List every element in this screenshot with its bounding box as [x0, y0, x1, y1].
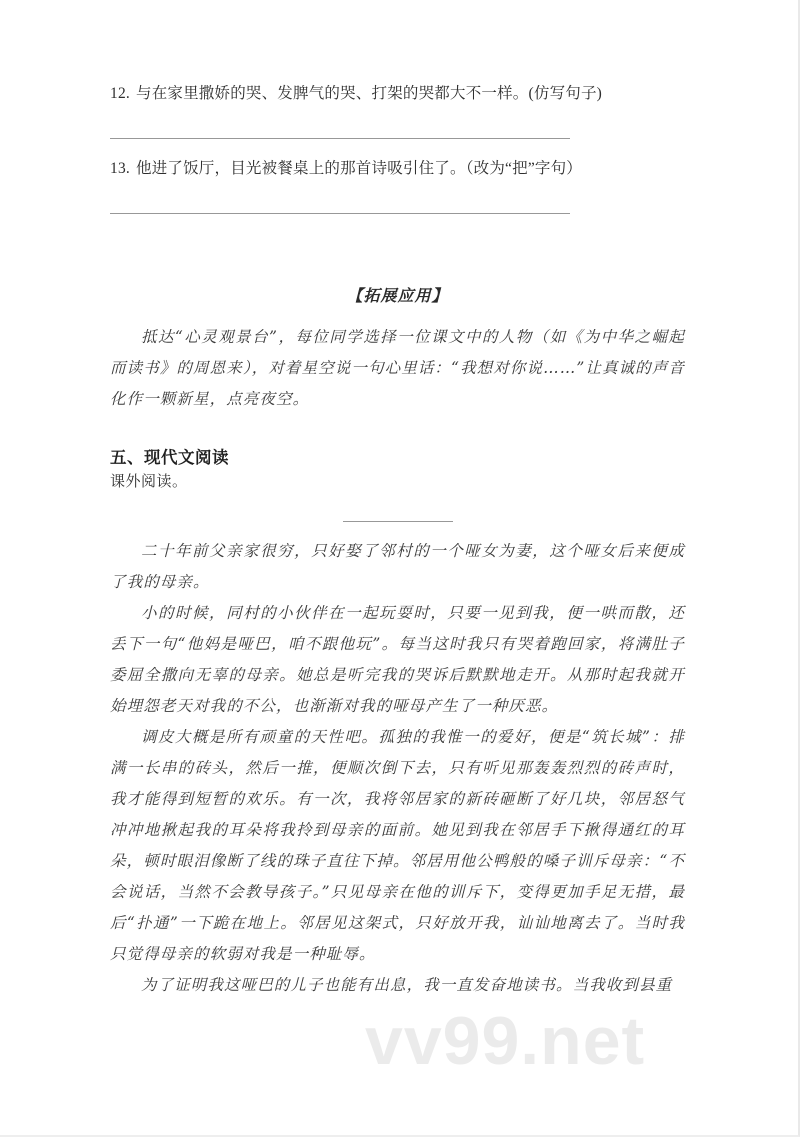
extension-paragraph: 抵达“心灵观景台”，每位同学选择一位课文中的人物（如《为中华之崛起而读书》的周恩来），对着星空说一句心里话：“我想对你说……”让真诚的声音化作一颗新星，点亮夜空。	[110, 328, 685, 408]
question-13-answer-rule[interactable]	[110, 213, 570, 214]
article-title-rule[interactable]	[343, 521, 453, 522]
question-12-line	[110, 82, 602, 106]
passage-paragraph-1: 二十年前父亲家很穷，只好娶了邻村的一个哑女为妻，这个哑女后来便成了我的母亲。	[110, 542, 685, 591]
reading-section-subheading: 课外阅读。	[110, 474, 188, 490]
question-12	[110, 82, 602, 106]
question-12-text: 与在家里撒娇的哭、发脾气的哭、打架的哭都大不一样。(仿写句子)	[136, 85, 603, 102]
reading-section-heading: 五、现代文阅读	[110, 449, 229, 467]
extension-banner: 【拓展应用】	[346, 286, 449, 305]
question-12-answer-rule[interactable]	[110, 138, 570, 139]
question-13	[110, 157, 582, 181]
passage-paragraph-2: 小的时候，同村的小伙伴在一起玩耍时，只要一见到我，便一哄而散，还丢下一句“他妈是哑巴，咱不跟他玩”。每当这时我只有哭着跑回家，将满肚子委屈全撒向无辜的母亲。她总是听完我的哭诉后默默地走开。从那时起我就开始埋怨老天对我的不公，也渐渐对我的哑母产生了一种厌恶。	[110, 604, 685, 715]
question-13-line	[110, 157, 582, 181]
site-watermark: vv99.net	[365, 1003, 646, 1079]
question-12-number: 12.	[110, 85, 130, 102]
passage-paragraph-4: 为了证明我这哑巴的儿子也能有出息，我一直发奋地读书。当我收到县重	[141, 976, 673, 994]
question-13-number: 13.	[110, 160, 130, 177]
passage-paragraph-3: 调皮大概是所有顽童的天性吧。孤独的我惟一的爱好，便是“筑长城”：排满一长串的砖头，然后一推，便顺次倒下去，只有听见那轰轰烈烈的砖声时，我才能得到短暂的欢乐。有一次，我将邻居家的新砖砸断了好几块，邻居怒气冲冲地揪起我的耳朵将我拎到母亲的面前。她见到我在邻居手下揪得通红的耳朵，顿时眼泪像断了线的珠子直往下掉。邻居用他公鸭般的嗓子训斥母亲：“不会说话，当然不会教导孩子。”只见母亲在他的训斥下，变得更加手足无措，最后“扑通”一下跪在地上。邻居见这架式，只好放开我，讪讪地离去了。当时我只觉得母亲的软弱对我是一种耻辱。	[110, 728, 685, 963]
article-title-blank	[110, 521, 685, 522]
question-13-text: 他进了饭厅，目光被餐桌上的那首诗吸引住了。（改为“把”字句）	[136, 160, 583, 177]
